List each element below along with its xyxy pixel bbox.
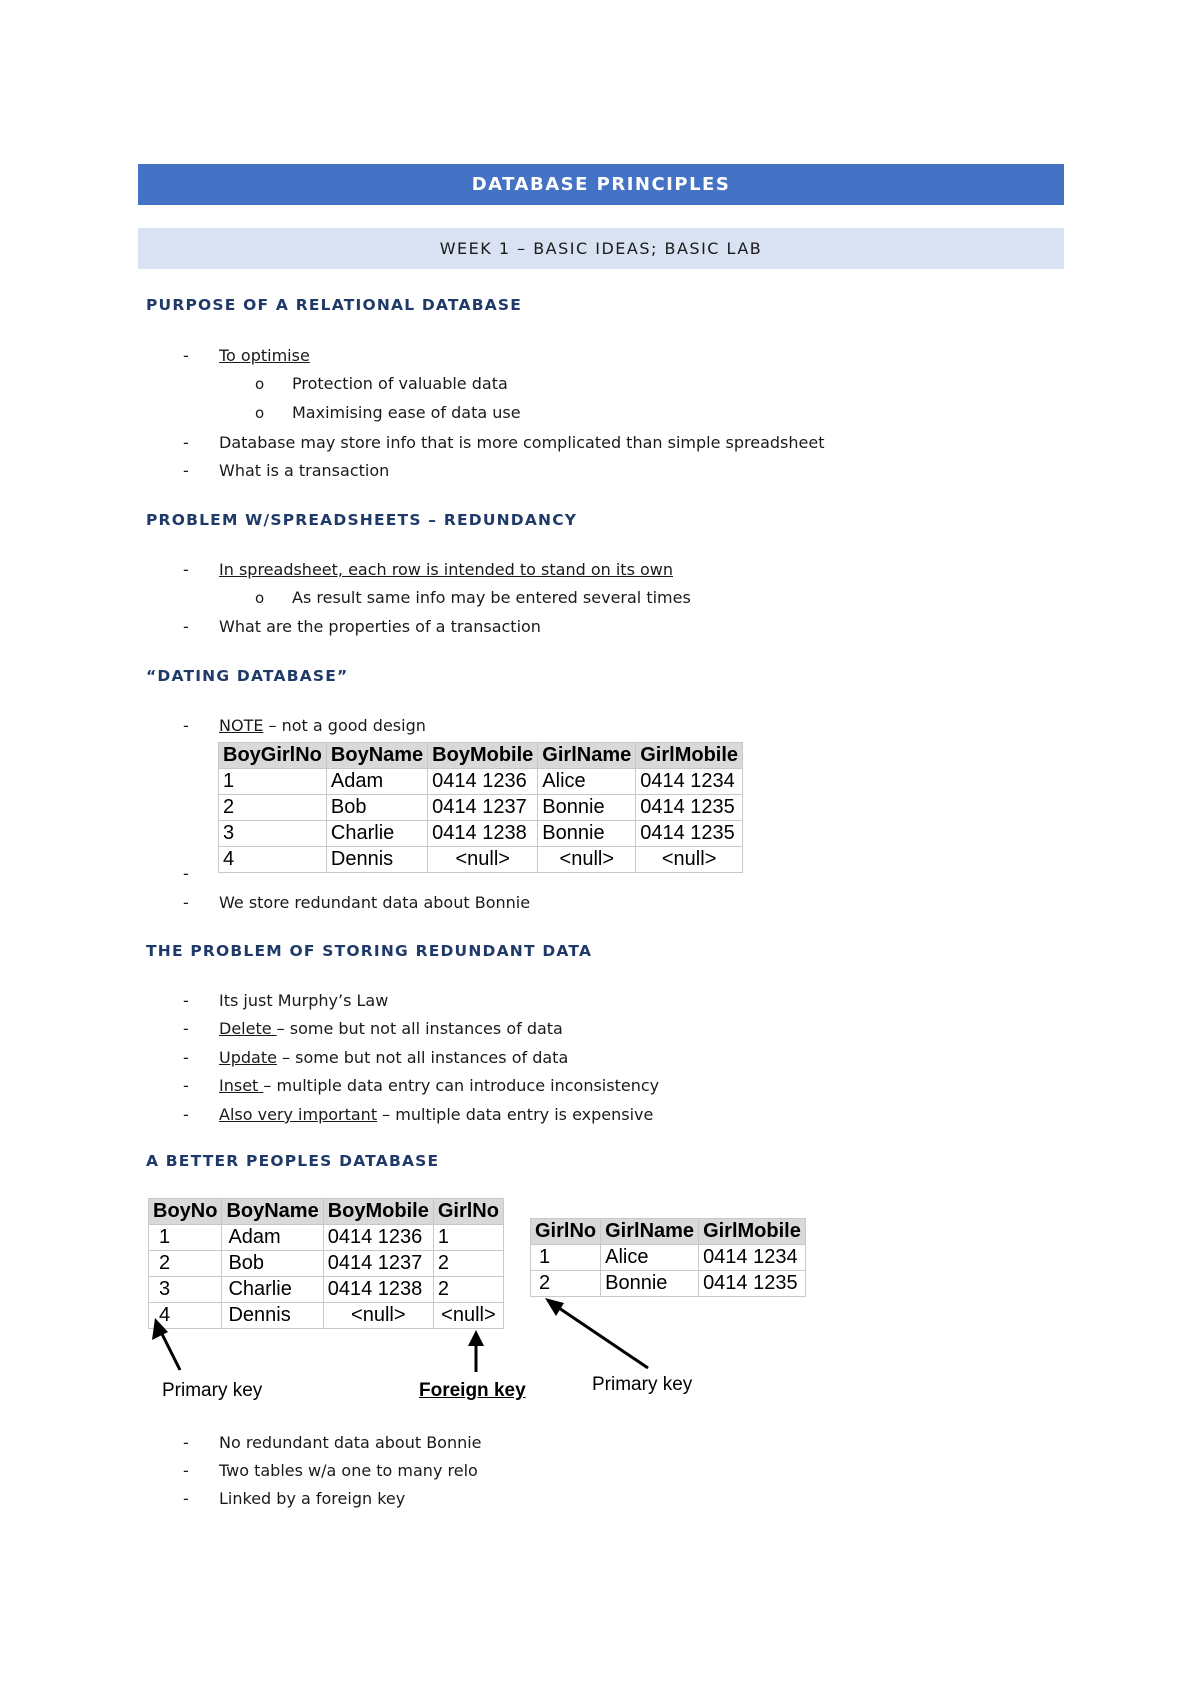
table-cell: 0414 1236	[323, 1225, 433, 1251]
inset-label: Inset	[219, 1076, 264, 1095]
table-cell: Dennis	[222, 1303, 323, 1329]
foreign-key-arrow	[468, 1330, 484, 1372]
column-header: BoyMobile	[323, 1199, 433, 1225]
document-title: DATABASE PRINCIPLES	[138, 164, 1064, 205]
better-bullet-1: No redundant data about Bonnie	[219, 1433, 482, 1452]
heading-dating: “DATING DATABASE”	[146, 667, 349, 685]
table-cell: 3	[149, 1277, 222, 1303]
update-label: Update	[219, 1048, 277, 1067]
table-cell: <null>	[428, 847, 538, 873]
table-cell: Charlie	[326, 821, 427, 847]
bullet-dash: -	[183, 716, 189, 735]
bullet-dash: -	[183, 1048, 189, 1067]
table-cell: 2	[149, 1251, 222, 1277]
table-cell: 0414 1234	[636, 769, 743, 795]
inset-text: – multiple data entry can introduce inconsistency	[263, 1076, 660, 1095]
table-cell: <null>	[433, 1303, 503, 1329]
heading-storing: THE PROBLEM OF STORING REDUNDANT DATA	[146, 942, 593, 960]
redundancy-bullet-1: In spreadsheet, each row is intended to stand on its own	[219, 560, 674, 579]
heading-better: A BETTER PEOPLES DATABASE	[146, 1152, 440, 1170]
purpose-bullet-3: What is a transaction	[219, 461, 390, 480]
column-header: BoyName	[222, 1199, 323, 1225]
table-cell: 0414 1235	[699, 1271, 806, 1297]
update-text: – some but not all instances of data	[276, 1048, 569, 1067]
important-text: – multiple data entry is expensive	[377, 1105, 654, 1124]
table-cell: 0414 1236	[428, 769, 538, 795]
note-label: NOTE	[219, 716, 264, 735]
bullet-dash: -	[183, 461, 189, 480]
redundancy-sub-1: As result same info may be entered several times	[292, 588, 691, 607]
storing-bullet-1: Its just Murphy’s Law	[219, 991, 389, 1010]
primary-key-label-left: Primary key	[162, 1380, 263, 1401]
delete-text: – some but not all instances of data	[276, 1019, 563, 1038]
table-cell: 0414 1235	[636, 795, 743, 821]
important-label: Also very important	[219, 1105, 378, 1124]
table-cell: 0414 1234	[699, 1245, 806, 1271]
sub-bullet-o: o	[255, 375, 265, 393]
table-cell: Adam	[326, 769, 427, 795]
table-cell: <null>	[323, 1303, 433, 1329]
primary-key-arrow-left	[152, 1318, 180, 1370]
table-cell: <null>	[636, 847, 743, 873]
bullet-dash: -	[183, 1076, 189, 1095]
purpose-sub-2: Maximising ease of data use	[292, 403, 521, 422]
column-header: GirlNo	[531, 1219, 601, 1245]
table-cell: Bob	[326, 795, 427, 821]
week-title: WEEK 1 – BASIC IDEAS; BASIC LAB	[138, 228, 1064, 269]
purpose-sub-1: Protection of valuable data	[292, 374, 508, 393]
bullet-dash: -	[183, 991, 189, 1010]
table-cell: Charlie	[222, 1277, 323, 1303]
bullet-dash: -	[183, 1433, 189, 1452]
bullet-dash: -	[183, 617, 189, 636]
table-cell: Adam	[222, 1225, 323, 1251]
table-cell: 3	[219, 821, 327, 847]
column-header: GirlMobile	[699, 1219, 806, 1245]
table-cell: Bonnie	[601, 1271, 699, 1297]
table-cell: Bob	[222, 1251, 323, 1277]
column-header: GirlName	[538, 743, 636, 769]
table-cell: 4	[149, 1303, 222, 1329]
bullet-dash: -	[183, 893, 189, 912]
table-cell: 2	[531, 1271, 601, 1297]
table-cell: 2	[433, 1277, 503, 1303]
redundancy-bullet-2: What are the properties of a transaction	[219, 617, 541, 636]
column-header: GirlName	[601, 1219, 699, 1245]
column-header: BoyGirlNo	[219, 743, 327, 769]
table-cell: 1	[149, 1225, 222, 1251]
better-bullet-2: Two tables w/a one to many relo	[219, 1461, 478, 1480]
delete-label: Delete	[219, 1019, 277, 1038]
table-cell: Bonnie	[538, 821, 636, 847]
table-cell: Dennis	[326, 847, 427, 873]
bullet-dash: -	[183, 1461, 189, 1480]
column-header: BoyNo	[149, 1199, 222, 1225]
column-header: GirlMobile	[636, 743, 743, 769]
dating-after: We store redundant data about Bonnie	[219, 893, 531, 912]
column-header: BoyMobile	[428, 743, 538, 769]
table-cell: Alice	[538, 769, 636, 795]
foreign-key-label: Foreign key	[419, 1380, 526, 1401]
table-cell: 2	[219, 795, 327, 821]
table-cell: 1	[531, 1245, 601, 1271]
table-cell: Alice	[601, 1245, 699, 1271]
bullet-dash: -	[183, 433, 189, 452]
table-cell: 0414 1237	[428, 795, 538, 821]
table-cell: 0414 1238	[428, 821, 538, 847]
heading-purpose: PURPOSE OF A RELATIONAL DATABASE	[146, 296, 523, 314]
table-cell: 0414 1238	[323, 1277, 433, 1303]
primary-key-arrow-right	[545, 1298, 648, 1368]
table-cell: 2	[433, 1251, 503, 1277]
column-header: GirlNo	[433, 1199, 503, 1225]
bullet-dash: -	[183, 560, 189, 579]
heading-redundancy: PROBLEM W/SPREADSHEETS – REDUNDANCY	[146, 511, 578, 529]
table-cell: Bonnie	[538, 795, 636, 821]
sub-bullet-o: o	[255, 404, 265, 422]
bullet-dash: -	[183, 1019, 189, 1038]
bullet-dash: -	[183, 864, 189, 883]
column-header: BoyName	[326, 743, 427, 769]
bullet-dash: -	[183, 1489, 189, 1508]
table-cell: 0414 1237	[323, 1251, 433, 1277]
sub-bullet-o: o	[255, 589, 265, 607]
table-cell: 1	[219, 769, 327, 795]
table-cell: 0414 1235	[636, 821, 743, 847]
purpose-bullet-1: To optimise	[219, 346, 310, 365]
table-cell: 1	[433, 1225, 503, 1251]
primary-key-label-right: Primary key	[592, 1374, 693, 1395]
purpose-bullet-2: Database may store info that is more complicated than simple spreadsheet	[219, 433, 825, 452]
note-text: – not a good design	[263, 716, 426, 735]
better-bullet-3: Linked by a foreign key	[219, 1489, 406, 1508]
table-cell: 4	[219, 847, 327, 873]
bullet-dash: -	[183, 346, 189, 365]
table-cell: <null>	[538, 847, 636, 873]
bullet-dash: -	[183, 1105, 189, 1124]
